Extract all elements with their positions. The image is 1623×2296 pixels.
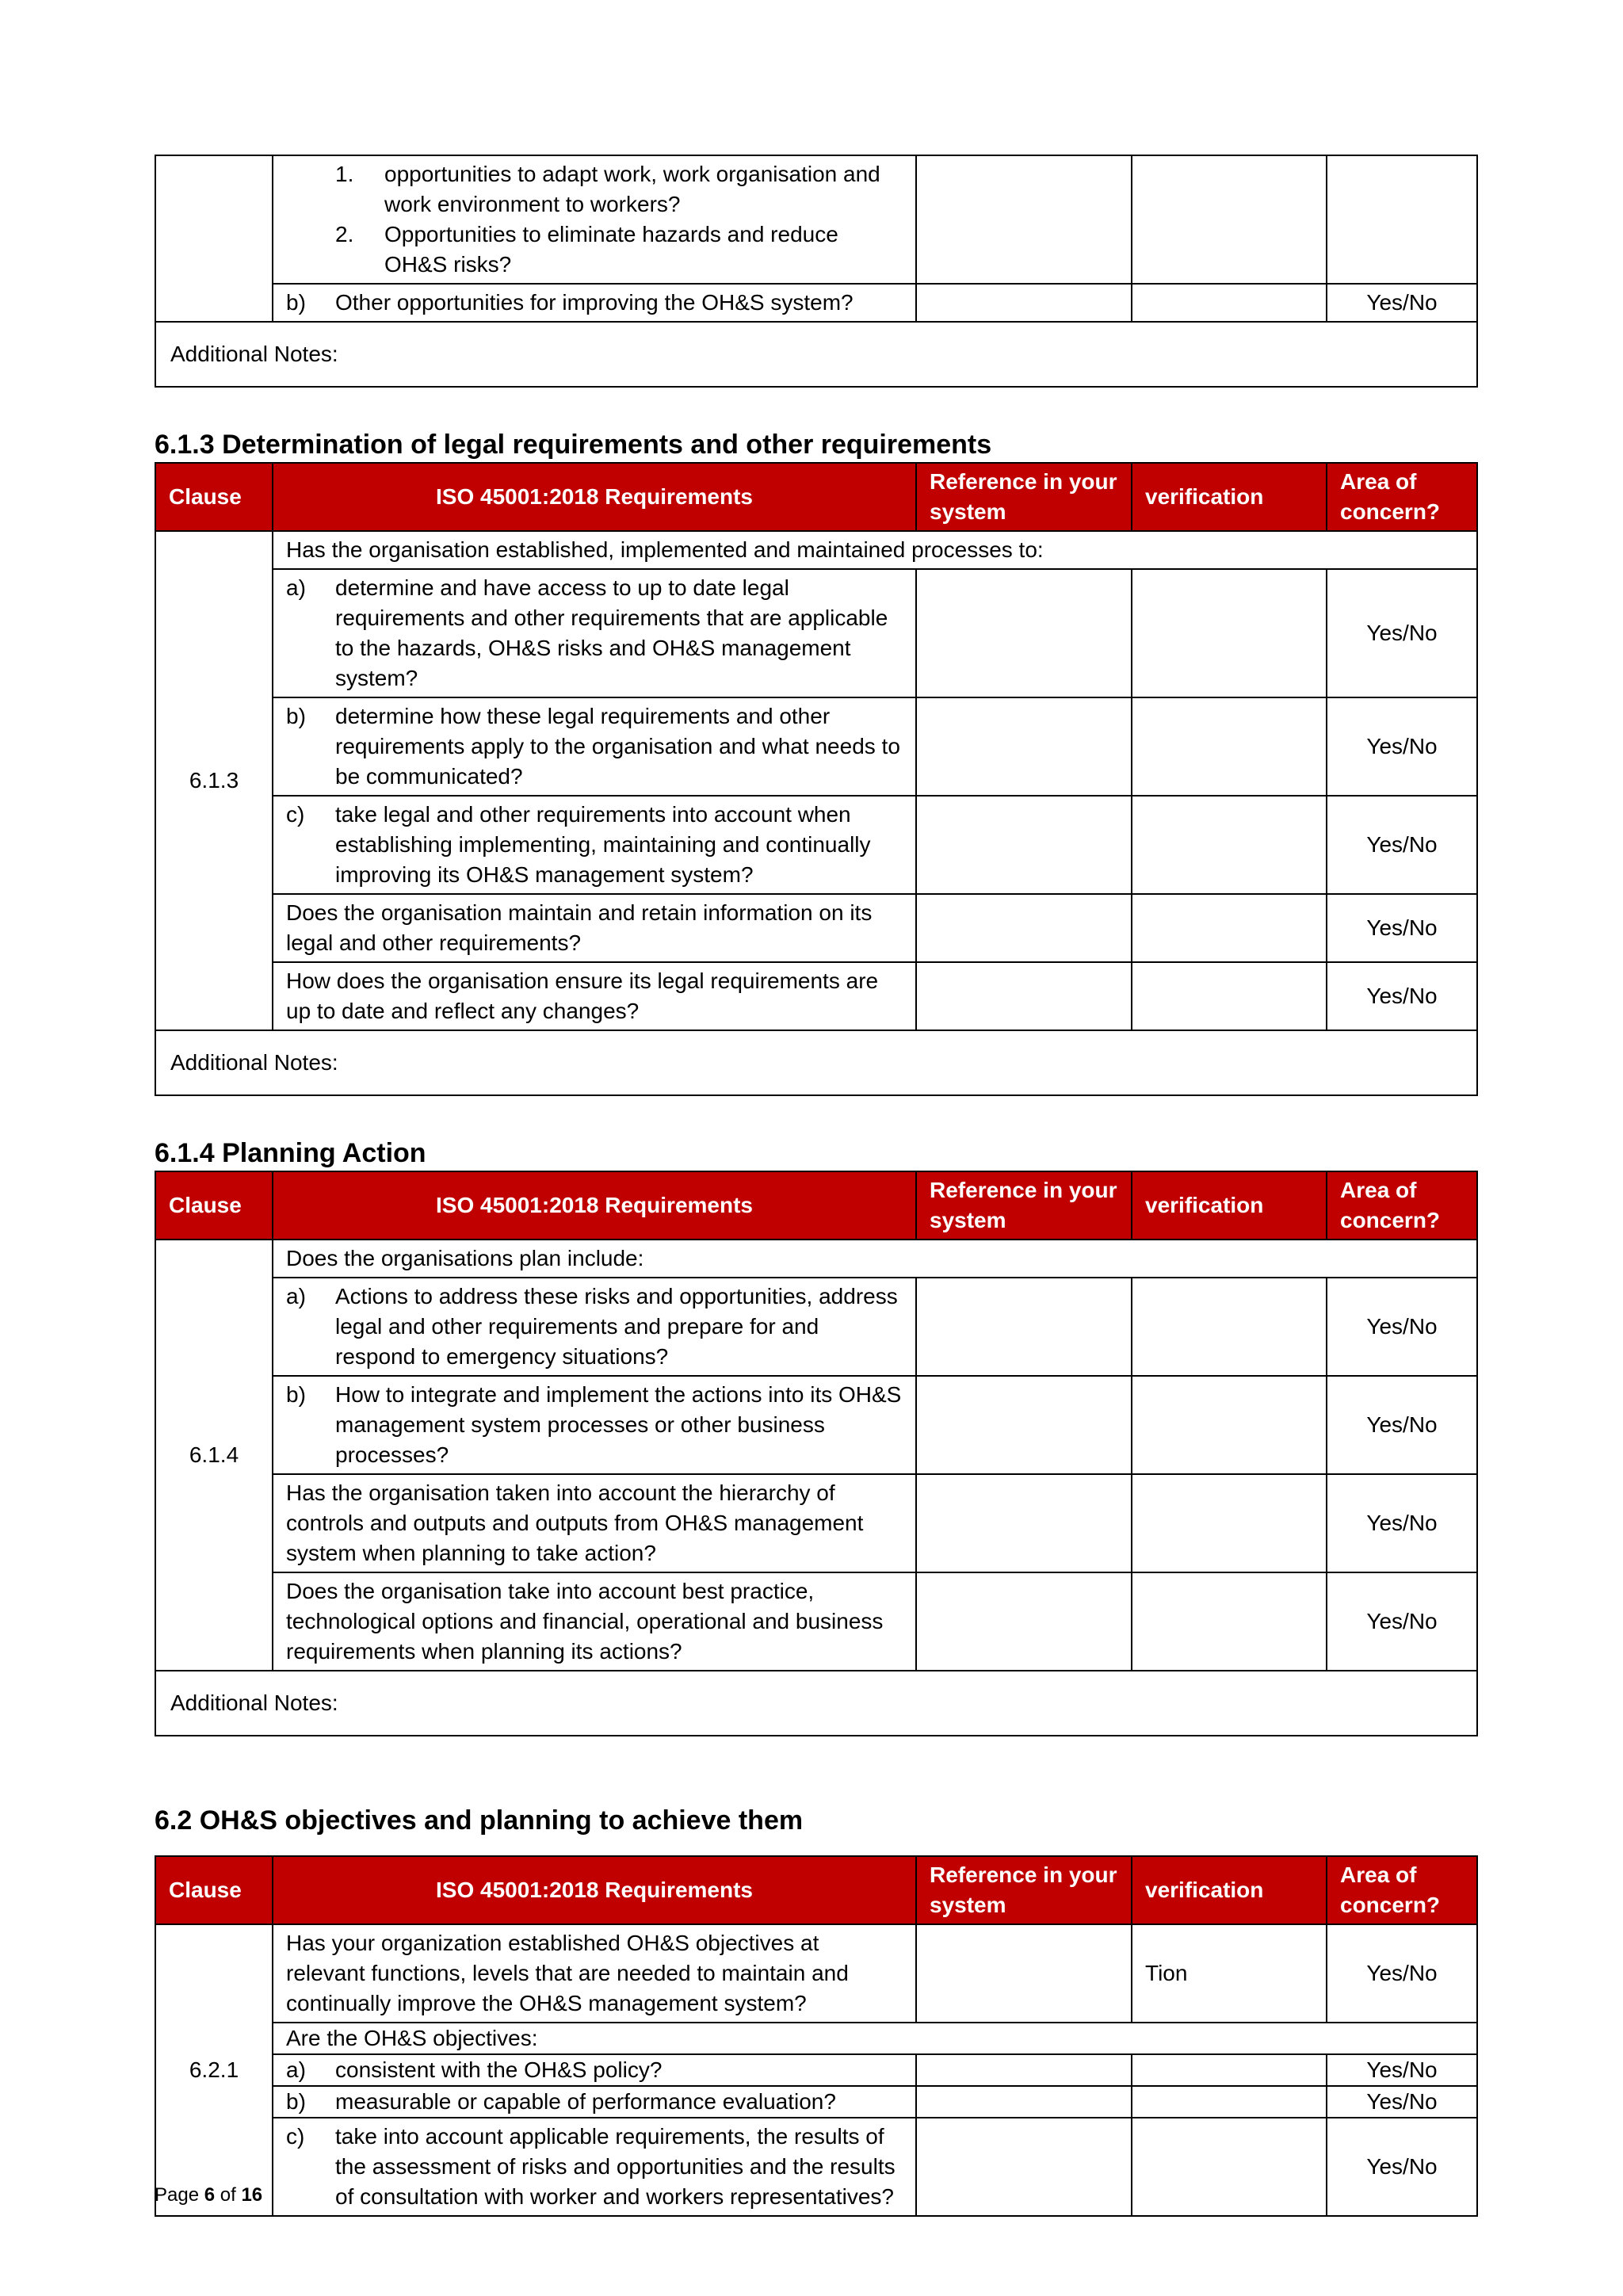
- reference-cell[interactable]: [916, 1474, 1132, 1572]
- reference-cell[interactable]: [916, 1376, 1132, 1474]
- requirement-cell: [273, 697, 916, 796]
- requirement-cell: [273, 569, 916, 697]
- item-marker: a): [286, 1284, 306, 1308]
- item-text: measurable or capable of performance evaluation?: [335, 2089, 836, 2114]
- table-row: [155, 155, 1477, 284]
- concern-cell[interactable]: Yes/No: [1327, 1924, 1477, 2023]
- item-text: Other opportunities for improving the OH&S system?: [335, 290, 854, 315]
- reference-cell[interactable]: [916, 1924, 1132, 2023]
- requirement-cell: Has the organisation taken into account the hierarchy of controls and outputs and outputs from OH&S management system when planning to take action?: [273, 1474, 916, 1572]
- header-concern: Area of concern?: [1327, 1171, 1477, 1240]
- table-row: [155, 894, 1477, 962]
- reference-cell[interactable]: [916, 697, 1132, 796]
- clause-number: 6.1.4: [155, 1240, 273, 1671]
- concern-cell[interactable]: Yes/No: [1327, 2054, 1477, 2086]
- requirement-cell: Does the organisation maintain and retain information on its legal and other requirements?: [273, 894, 916, 962]
- header-clause: Clause: [155, 463, 273, 531]
- footer-total-pages: 16: [241, 2184, 263, 2206]
- header-concern: Area of concern?: [1327, 1856, 1477, 1924]
- section-title-6-1-4: 6.1.4 Planning Action: [155, 1138, 426, 1168]
- table-row: [155, 1924, 1477, 2023]
- verification-cell[interactable]: [1132, 697, 1327, 796]
- concern-cell[interactable]: Yes/No: [1327, 569, 1477, 697]
- table-row: [155, 1278, 1477, 1376]
- item-marker: b): [286, 1382, 306, 1407]
- footer-current-page: 6: [204, 2184, 216, 2206]
- list-item: [286, 159, 903, 220]
- concern-cell[interactable]: Yes/No: [1327, 796, 1477, 894]
- reference-cell[interactable]: [916, 1278, 1132, 1376]
- table-row: [155, 569, 1477, 697]
- notes-row: [155, 322, 1477, 387]
- page-footer: [155, 2184, 262, 2206]
- item-text: take legal and other requirements into account when establishing implementing, maintaining and continually improving its OH&S management system?: [335, 802, 871, 887]
- intro-cell: Does the organisations plan include:: [273, 1240, 1477, 1278]
- requirement-cell: [273, 2118, 916, 2216]
- footer-prefix: Page: [155, 2184, 200, 2206]
- verification-cell[interactable]: [1132, 2086, 1327, 2118]
- list-number: 1.: [335, 162, 354, 186]
- table-row: [155, 2023, 1477, 2054]
- document-page: [155, 155, 1476, 2217]
- list-text: opportunities to adapt work, work organisation and work environment to workers?: [384, 162, 880, 216]
- section-title-6-1-3: 6.1.3 Determination of legal requirements and other requirements: [155, 430, 992, 460]
- verification-cell[interactable]: [1132, 894, 1327, 962]
- verification-cell[interactable]: [1132, 1278, 1327, 1376]
- table-row: [155, 1240, 1477, 1278]
- item-marker: b): [286, 2089, 306, 2114]
- requirement-cell: Has your organization established OH&S objectives at relevant functions, levels that are needed to maintain and continually improve the OH&S management system?: [273, 1924, 916, 2023]
- verification-cell[interactable]: [1132, 1474, 1327, 1572]
- header-verification: verification: [1132, 1171, 1327, 1240]
- header-clause: Clause: [155, 1856, 273, 1924]
- concern-cell[interactable]: Yes/No: [1327, 1572, 1477, 1671]
- table-row: [155, 1474, 1477, 1572]
- list-number: 2.: [335, 222, 354, 246]
- footer-of: of: [220, 2184, 236, 2206]
- concern-cell[interactable]: [1327, 155, 1477, 284]
- verification-cell[interactable]: [1132, 2118, 1327, 2216]
- top-table: [155, 155, 1478, 388]
- verification-cell[interactable]: [1132, 569, 1327, 697]
- header-verification: verification: [1132, 1856, 1327, 1924]
- requirement-cell: [273, 796, 916, 894]
- item-marker: b): [286, 290, 306, 315]
- concern-cell[interactable]: Yes/No: [1327, 1278, 1477, 1376]
- additional-notes[interactable]: Additional Notes:: [155, 322, 1477, 387]
- verification-cell[interactable]: [1132, 962, 1327, 1030]
- verification-cell[interactable]: [1132, 1572, 1327, 1671]
- table-row: [155, 2086, 1477, 2118]
- clause-cell: [155, 155, 273, 322]
- table-row: [155, 284, 1477, 322]
- concern-cell[interactable]: Yes/No: [1327, 894, 1477, 962]
- notes-row: [155, 1030, 1477, 1095]
- item-text: determine and have access to up to date legal requirements and other requirements that are applicable to the hazards, OH&S risks and OH&S management system?: [335, 575, 888, 690]
- verification-cell[interactable]: [1132, 155, 1327, 284]
- header-reference: Reference in your system: [916, 1171, 1132, 1240]
- header-row: [155, 463, 1477, 531]
- table-6-1-3: [155, 462, 1478, 1096]
- intro-cell: Has the organisation established, implemented and maintained processes to:: [273, 531, 1477, 569]
- additional-notes[interactable]: Additional Notes:: [155, 1671, 1477, 1736]
- table-6-1-4: [155, 1171, 1478, 1736]
- reference-cell[interactable]: [916, 1572, 1132, 1671]
- item-marker: a): [286, 575, 306, 600]
- header-row: [155, 1171, 1477, 1240]
- clause-number: 6.2.1: [155, 1924, 273, 2216]
- requirement-cell: [273, 2086, 916, 2118]
- requirement-cell: [273, 1278, 916, 1376]
- table-row: [155, 2118, 1477, 2216]
- requirement-cell: [273, 155, 916, 284]
- header-requirements: ISO 45001:2018 Requirements: [273, 1856, 916, 1924]
- table-row: [155, 796, 1477, 894]
- table-row: [155, 531, 1477, 569]
- reference-cell[interactable]: [916, 155, 1132, 284]
- verification-cell[interactable]: [1132, 1376, 1327, 1474]
- verification-cell[interactable]: [1132, 796, 1327, 894]
- item-marker: b): [286, 704, 306, 728]
- header-reference: Reference in your system: [916, 1856, 1132, 1924]
- verification-cell[interactable]: [1132, 2054, 1327, 2086]
- concern-cell[interactable]: Yes/No: [1327, 1474, 1477, 1572]
- concern-cell[interactable]: Yes/No: [1327, 2118, 1477, 2216]
- table-row: [155, 1376, 1477, 1474]
- reference-cell[interactable]: [916, 796, 1132, 894]
- reference-cell[interactable]: [916, 962, 1132, 1030]
- reference-cell[interactable]: [916, 894, 1132, 962]
- item-text: determine how these legal requirements and other requirements apply to the organisation and what needs to be communicated?: [335, 704, 900, 789]
- item-text: How to integrate and implement the actions into its OH&S management system processes or other business processes?: [335, 1382, 902, 1467]
- reference-cell[interactable]: [916, 2086, 1132, 2118]
- requirement-cell: [273, 284, 916, 322]
- clause-number: 6.1.3: [155, 531, 273, 1030]
- concern-cell[interactable]: Yes/No: [1327, 1376, 1477, 1474]
- concern-cell[interactable]: Yes/No: [1327, 962, 1477, 1030]
- header-requirements: ISO 45001:2018 Requirements: [273, 1171, 916, 1240]
- list-text: Opportunities to eliminate hazards and reduce OH&S risks?: [384, 222, 838, 277]
- reference-cell[interactable]: [916, 2118, 1132, 2216]
- list-item: [286, 220, 903, 280]
- table-row: [155, 962, 1477, 1030]
- reference-cell[interactable]: [916, 284, 1132, 322]
- item-marker: c): [286, 2124, 305, 2149]
- additional-notes[interactable]: Additional Notes:: [155, 1030, 1477, 1095]
- requirement-cell: How does the organisation ensure its legal requirements are up to date and reflect any changes?: [273, 962, 916, 1030]
- table-row: [155, 2054, 1477, 2086]
- concern-cell[interactable]: Yes/No: [1327, 284, 1477, 322]
- reference-cell[interactable]: [916, 569, 1132, 697]
- notes-row: [155, 1671, 1477, 1736]
- item-text: take into account applicable requirements, the results of the assessment of risks and opportunities and the results of consultation with worker and workers representatives?: [335, 2124, 896, 2209]
- concern-cell[interactable]: Yes/No: [1327, 697, 1477, 796]
- item-text: Actions to address these risks and opportunities, address legal and other requirements and prepare for and respond to emergency situations?: [335, 1284, 898, 1369]
- section-title-6-2: 6.2 OH&S objectives and planning to achieve them: [155, 1805, 804, 1836]
- intro-cell: Are the OH&S objectives:: [273, 2023, 1477, 2054]
- requirement-cell: [273, 2054, 916, 2086]
- item-text: consistent with the OH&S policy?: [335, 2057, 663, 2082]
- reference-cell[interactable]: [916, 2054, 1132, 2086]
- header-verification: verification: [1132, 463, 1327, 531]
- header-clause: Clause: [155, 1171, 273, 1240]
- header-row: [155, 1856, 1477, 1924]
- table-row: [155, 697, 1477, 796]
- concern-cell[interactable]: Yes/No: [1327, 2086, 1477, 2118]
- item-marker: a): [286, 2057, 306, 2082]
- table-row: [155, 1572, 1477, 1671]
- header-concern: Area of concern?: [1327, 463, 1477, 531]
- requirement-cell: [273, 1376, 916, 1474]
- requirement-cell: Does the organisation take into account best practice, technological options and financial, operational and business requirements when planning its actions?: [273, 1572, 916, 1671]
- item-marker: c): [286, 802, 305, 827]
- header-reference: Reference in your system: [916, 463, 1132, 531]
- header-requirements: ISO 45001:2018 Requirements: [273, 463, 916, 531]
- table-6-2: [155, 1855, 1478, 2217]
- verification-cell[interactable]: [1132, 284, 1327, 322]
- verification-cell[interactable]: Tion: [1132, 1924, 1327, 2023]
